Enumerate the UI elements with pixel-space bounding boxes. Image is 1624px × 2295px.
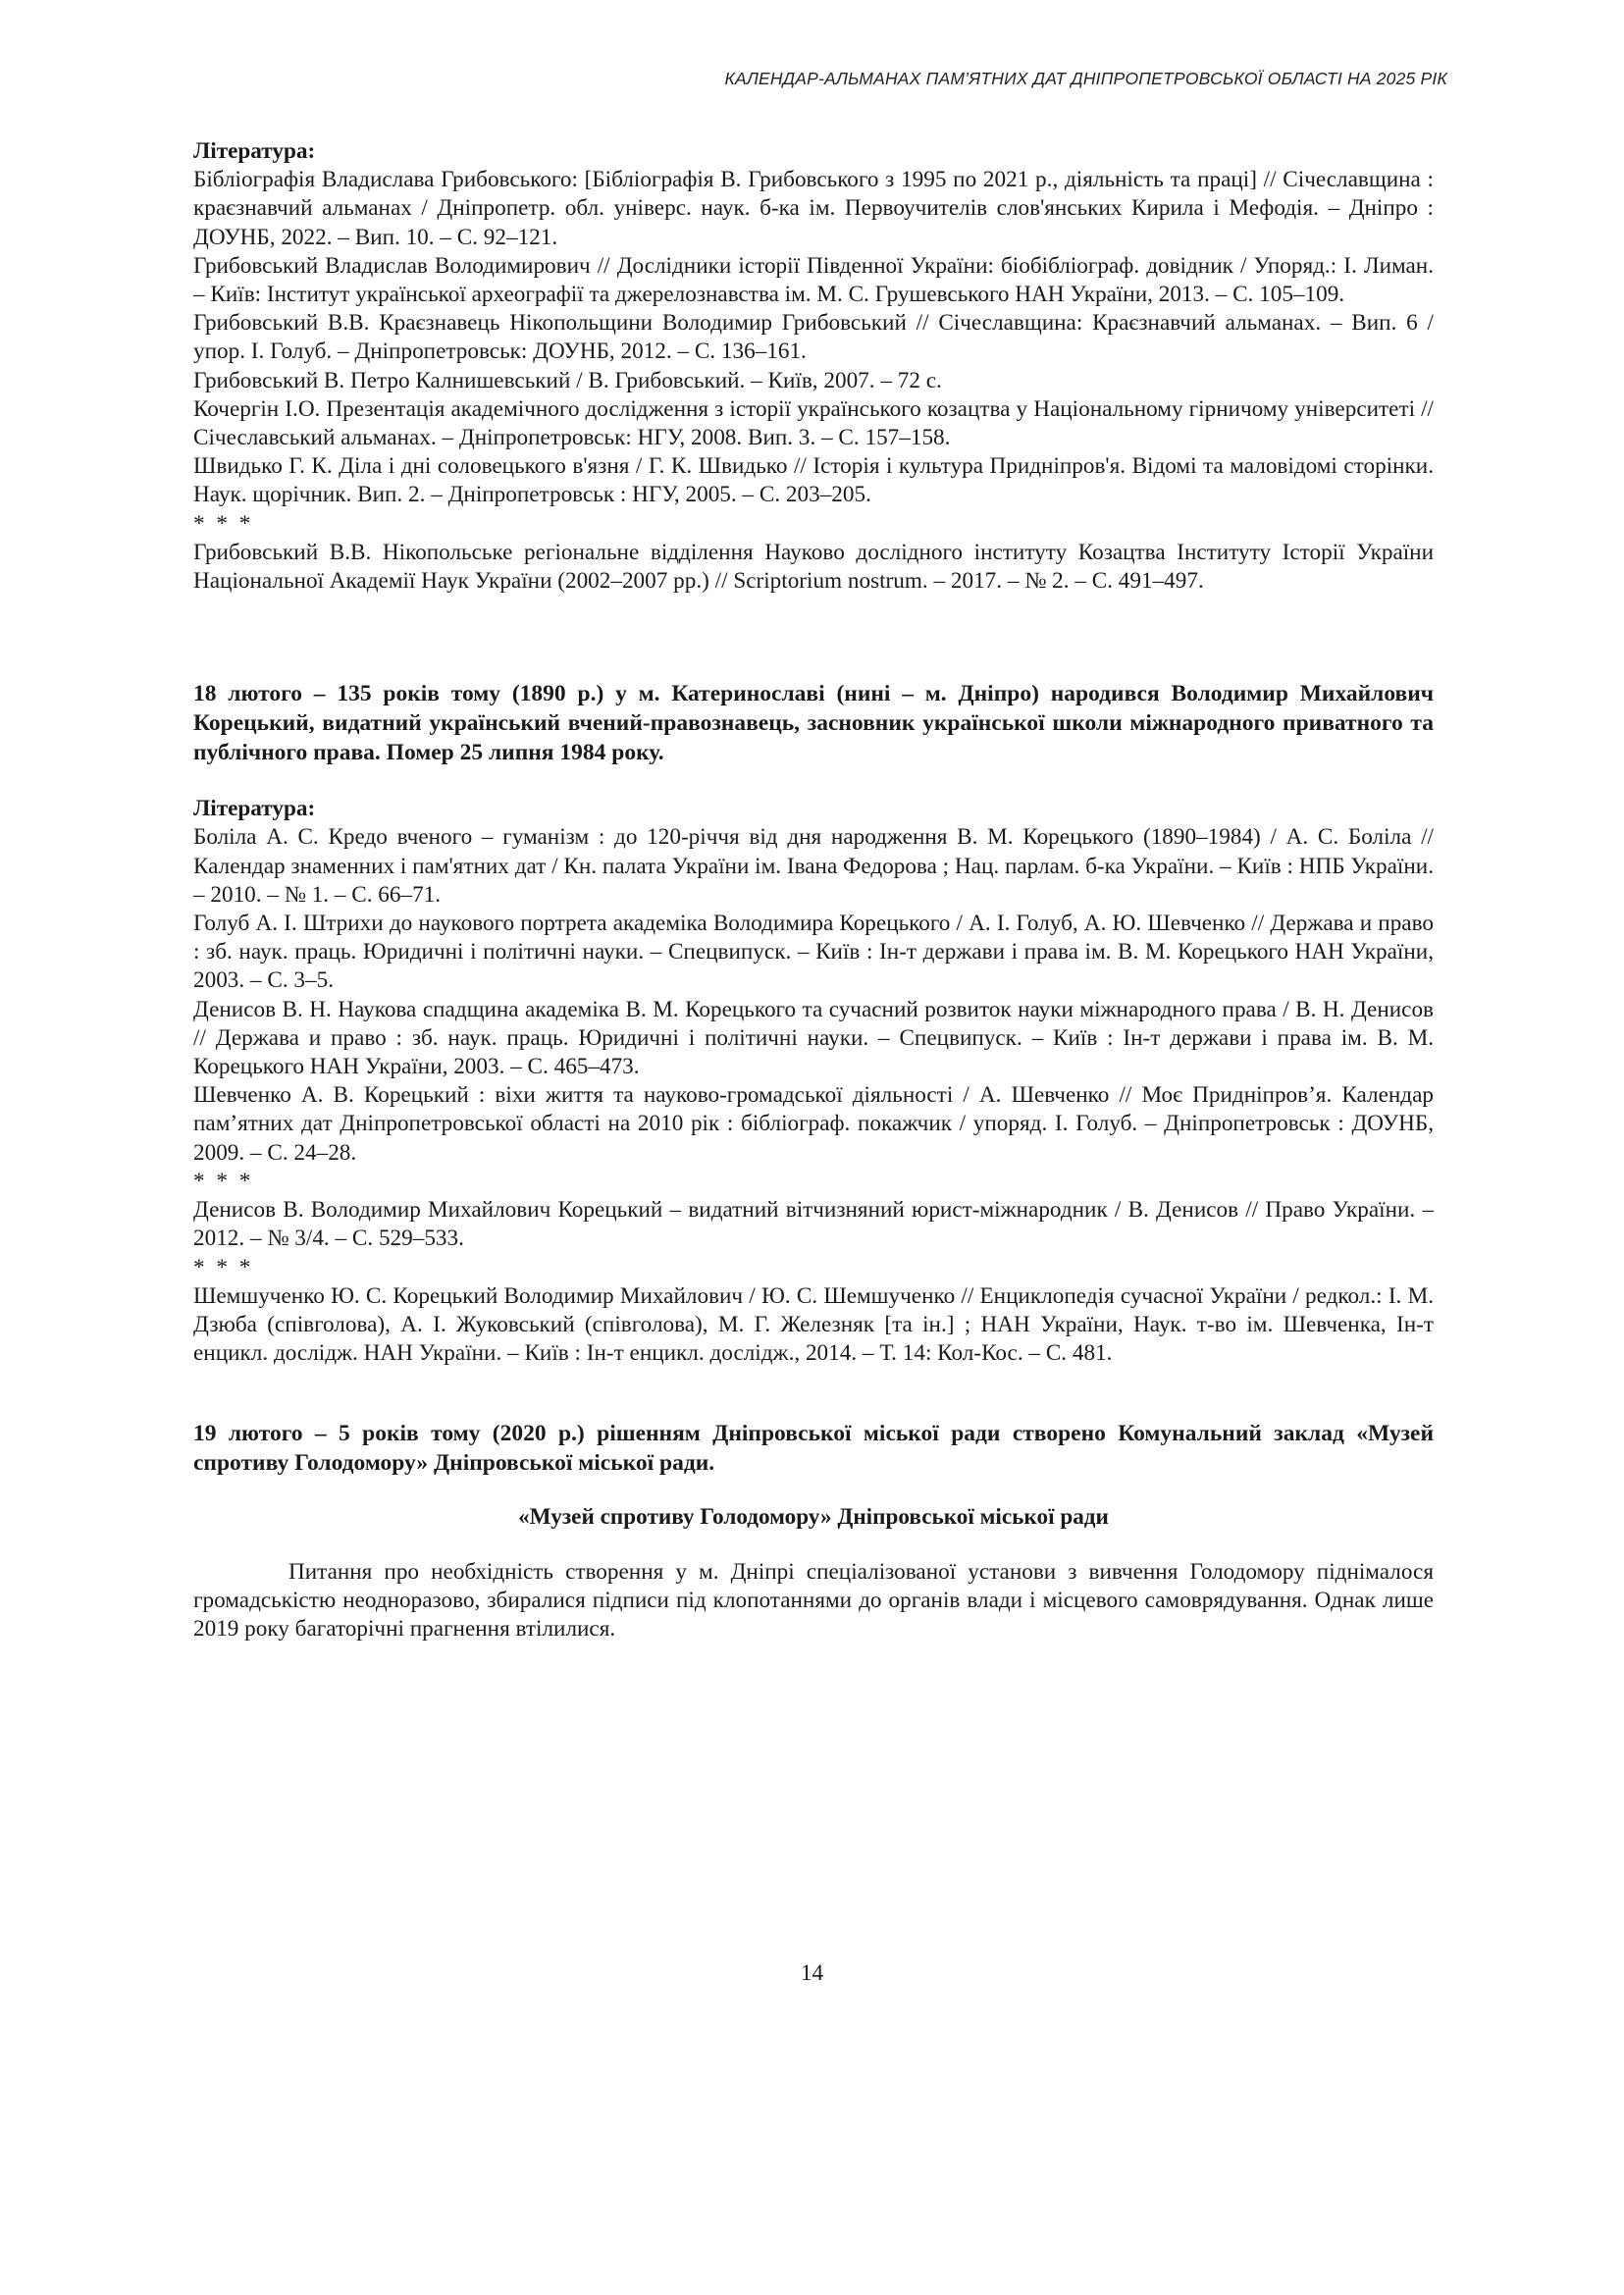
section-subtitle: «Музей спротиву Голодомору» Дніпровської міської ради [518, 1504, 1109, 1531]
page-number: 14 [801, 1960, 823, 1985]
bibliography-entry: Швидько Г. К. Діла і дні соловецького в'язня / Г. К. Швидько // Історія і культура Придніпров'я. Відомі та маловідомі сторінки. Наук. щорічник. Вип. 2. – Дніпропетровськ : НГУ, 2005. – С. 203–205. [193, 453, 1434, 508]
bibliography-entry: Шемшученко Ю. С. Корецький Володимир Михайлович / Ю. С. Шемшученко // Енциклопедія сучасної України / редкол.: І. М. Дзюба (співголова), А. І. Жуковський (співголова), М. Г. Железняк [та ін.] ; НАН України, Наук. т-во ім. Шевченка, Ін-т енцикл. дослідж. НАН України. – Київ : Ін-т енцикл. дослідж., 2014. – Т. 14: Кол-Кос. – С. 481. [193, 1282, 1434, 1367]
bibliography-entry: Грибовський В.В. Краєзнавець Нікопольщини Володимир Грибовський // Січеславщина: Краєзнавчий альманах. – Вип. 6 / упор. І. Голуб. – Дніпропетровськ: ДОУНБ, 2012. – С. 136–161. [193, 310, 1434, 365]
bibliography-entry: Бібліографія Владислава Грибовського: [Бібліографія В. Грибовського з 1995 по 2021 р., діяльність та праці] // Січеславщина : краєзнавчий альманах / Дніпропетр. обл. універс. наук. б-ка ім. Первоучителів слов'янських Кирила і Мефодія. – Дніпро : ДОУНБ, 2022. – Вип. 10. – С. 92–121. [193, 167, 1434, 250]
separator-stars: * * * [193, 1254, 254, 1280]
bibliography-entry: Грибовський Владислав Володимирович // Дослідники історії Південної України: біобібліограф. довідник / Упоряд.: І. Лиман. – Київ: Інститут української археографії та джерелознавства ім. М. С. Грушевського НАН України, 2013. – С. 105–109. [193, 252, 1434, 308]
date-announcement: 18 лютого – 135 років тому (1890 р.) у м. Катеринославі (нині – м. Дніпро) народився Володимир Михайлович Корецький, видатний український вчений-правознавець, засновник української школи міжнародного приватного та публічного права. Помер 25 липня 1984 року. [193, 681, 1434, 766]
literature-section-1 [193, 137, 1434, 596]
separator-stars: * * * [193, 510, 254, 537]
literature-section-2 [193, 795, 1434, 1368]
bibliography-entry: Шевченко А. В. Корецький : віхи життя та науково-громадської діяльності / А. Шевченко // Моє Придніпров’я. Календар пам’ятних дат Дніпропетровської області на 2010 рік : бібліограф. покажчик / упоряд. І. Голуб. – Дніпропетровськ : ДОУНБ, 2009. – С. 24–28. [193, 1082, 1434, 1166]
body-paragraph: Питання про необхідність створення у м. Дніпрі спеціалізованої установи з вивчення Голодомору піднімалося громадськістю неодноразово, збиралися підписи під клопотаннями до органів влади і місцевого самоврядування. Однак лише 2019 року багаторічні прагнення втілилися. [193, 1558, 1434, 1642]
date-announcement: 19 лютого – 5 років тому (2020 р.) рішенням Дніпровської міської ради створено Комунальний заклад «Музей спротиву Голодомору» Дніпровської міської ради. [193, 1421, 1434, 1477]
bibliography-entry: Кочергін І.О. Презентація академічного дослідження з історії українського козацтва у Національному гірничому університеті // Січеславський альманах. – Дніпропетровськ: НГУ, 2008. Вип. 3. – С. 157–158. [193, 395, 1434, 451]
bibliography-entry: Боліла А. С. Кредо вченого – гуманізм : до 120-річчя від дня народження В. М. Корецького (1890–1984) / А. С. Боліла // Календар знаменних і пам'ятних дат / Кн. палата України ім. Івана Федорова ; Нац. парлам. б-ка України. – Київ : НПБ України. – 2010. – № 1. – С. 66–71. [193, 824, 1434, 908]
bibliography-entry: Денисов В. Н. Наукова спадщина академіка В. М. Корецького та сучасний розвиток науки міжнародного права / В. Н. Денисов // Держава и право : зб. наук. праць. Юридичні і політичні науки. – Спецвипуск. – Київ : Ін-т держави і права ім. В. М. Корецького НАН України, 2003. – С. 465–473. [193, 996, 1434, 1080]
bibliography-entry: Грибовський В. Петро Калнишевський / В. Грибовський. – Київ, 2007. – 72 с. [193, 367, 942, 393]
running-header: КАЛЕНДАР-АЛЬМАНАХ ПАМ’ЯТНИХ ДАТ ДНІПРОПЕТРОВСЬКОЇ ОБЛАСТІ НА 2025 РІК [724, 69, 1447, 88]
bibliography-entry: Денисов В. Володимир Михайлович Корецький – видатний вітчизняний юрист-міжнародник / В. Денисов // Право України. – 2012. – № 3/4. – С. 529–533. [193, 1197, 1434, 1252]
bibliography-entry: Голуб А. І. Штрихи до наукового портрета академіка Володимира Корецького / А. І. Голуб, А. Ю. Шевченко // Держава и право : зб. наук. праць. Юридичні і політичні науки. – Спецвипуск. – Київ : Ін-т держави і права ім. В. М. Корецького НАН України, 2003. – С. 3–5. [193, 911, 1434, 994]
bibliography-entry: Грибовський В.В. Нікопольське регіональне відділення Науково дослідного інституту Козацтва Інституту Історії України Національної Академії Наук України (2002–2007 рр.) // Scriptorium nostrum. – 2017. – № 2. – С. 491–497. [193, 539, 1434, 595]
literature-heading: Література: [193, 796, 316, 822]
literature-heading: Література: [193, 138, 316, 164]
page-content [193, 137, 1434, 1643]
separator-stars: * * * [193, 1168, 254, 1194]
